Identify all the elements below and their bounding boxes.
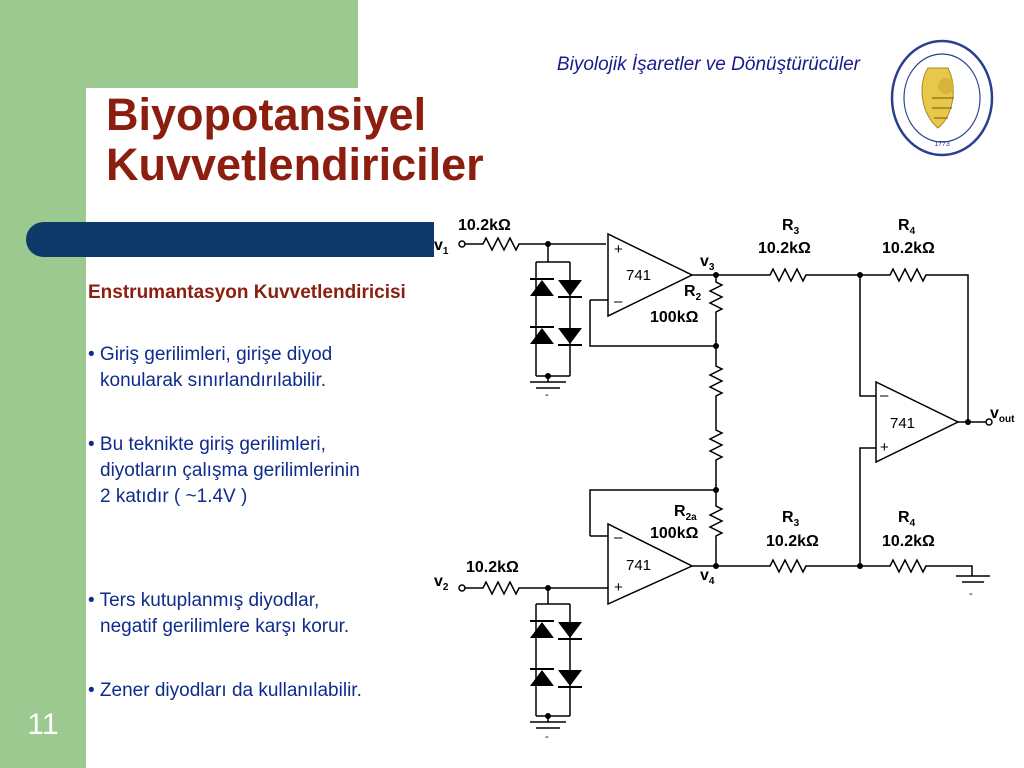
university-logo <box>888 38 996 158</box>
opamp-top-plus: + <box>614 241 623 258</box>
bullet-2: • Bu teknikte giriş gerilimleri, diyotların çalışma gerilimlerinin 2 katıdır ( ~1.4V ) <box>88 434 360 507</box>
bullet-1: • Giriş gerilimleri, girişe diyod konularak sınırlandırılabilir. <box>88 344 333 391</box>
r4-bot-value: 10.2kΩ <box>882 533 935 550</box>
instrumentation-amplifier-circuit <box>428 210 1024 750</box>
r-in-bottom-label: 10.2kΩ <box>466 559 519 576</box>
title-line-2: Kuvvetlendiriciler <box>106 139 484 190</box>
r4-top-label: $R_4$ <box>898 217 916 237</box>
opamp-bot-minus: – <box>614 529 623 546</box>
v4-label: $v_4$ <box>700 567 715 587</box>
r2a-value: 100kΩ <box>650 525 699 542</box>
opamp-bot-label: 741 <box>626 557 652 574</box>
opamp-out-plus: + <box>880 439 889 456</box>
r-in-top-label: 10.2kΩ <box>458 217 511 234</box>
ground-mark-right: - <box>969 588 973 600</box>
r2a-label: $R_{2a}$ <box>674 503 697 523</box>
ground-mark-top: - <box>545 389 549 401</box>
r3-top-value: 10.2kΩ <box>758 240 811 257</box>
opamp-top-label: 741 <box>626 267 652 284</box>
bullet-4: • Zener diyodları da kullanılabilir. <box>88 680 362 701</box>
opamp-out-label: 741 <box>890 415 916 432</box>
vout-label: $v_{out}$ <box>990 405 1015 425</box>
r3-top-label: $R_3$ <box>782 217 800 237</box>
r2-label: $R_2$ <box>684 283 702 303</box>
bullet-3: • Ters kutuplanmış diyodlar, negatif gerilimlere karşı korur. <box>88 590 350 637</box>
opamp-out-minus: – <box>880 387 889 404</box>
title-line-1: Biyopotansiyel <box>106 89 427 140</box>
r2-value: 100kΩ <box>650 309 699 326</box>
svg-text:1773: 1773 <box>934 141 950 148</box>
v3-label: $v_3$ <box>700 253 715 273</box>
section-subtitle: Enstrumantasyon Kuvvetlendiricisi <box>88 282 406 303</box>
r3-bot-value: 10.2kΩ <box>766 533 819 550</box>
title-underline-band <box>26 222 434 257</box>
left-green-bar <box>0 0 86 768</box>
v2-label: $v_2$ <box>434 573 449 593</box>
page-number: 11 <box>27 708 59 741</box>
ground-mark-bottom: - <box>545 731 549 743</box>
opamp-bot-plus: + <box>614 579 623 596</box>
top-green-block <box>86 0 358 88</box>
r3-bot-label: $R_3$ <box>782 509 800 529</box>
slide-title <box>106 90 484 190</box>
opamp-top-minus: – <box>614 293 623 310</box>
r4-bot-label: $R_4$ <box>898 509 916 529</box>
v1-label: $v_1$ <box>434 237 449 257</box>
course-title: Biyolojik İşaretler ve Dönüştürücüler <box>556 54 860 75</box>
r4-top-value: 10.2kΩ <box>882 240 935 257</box>
